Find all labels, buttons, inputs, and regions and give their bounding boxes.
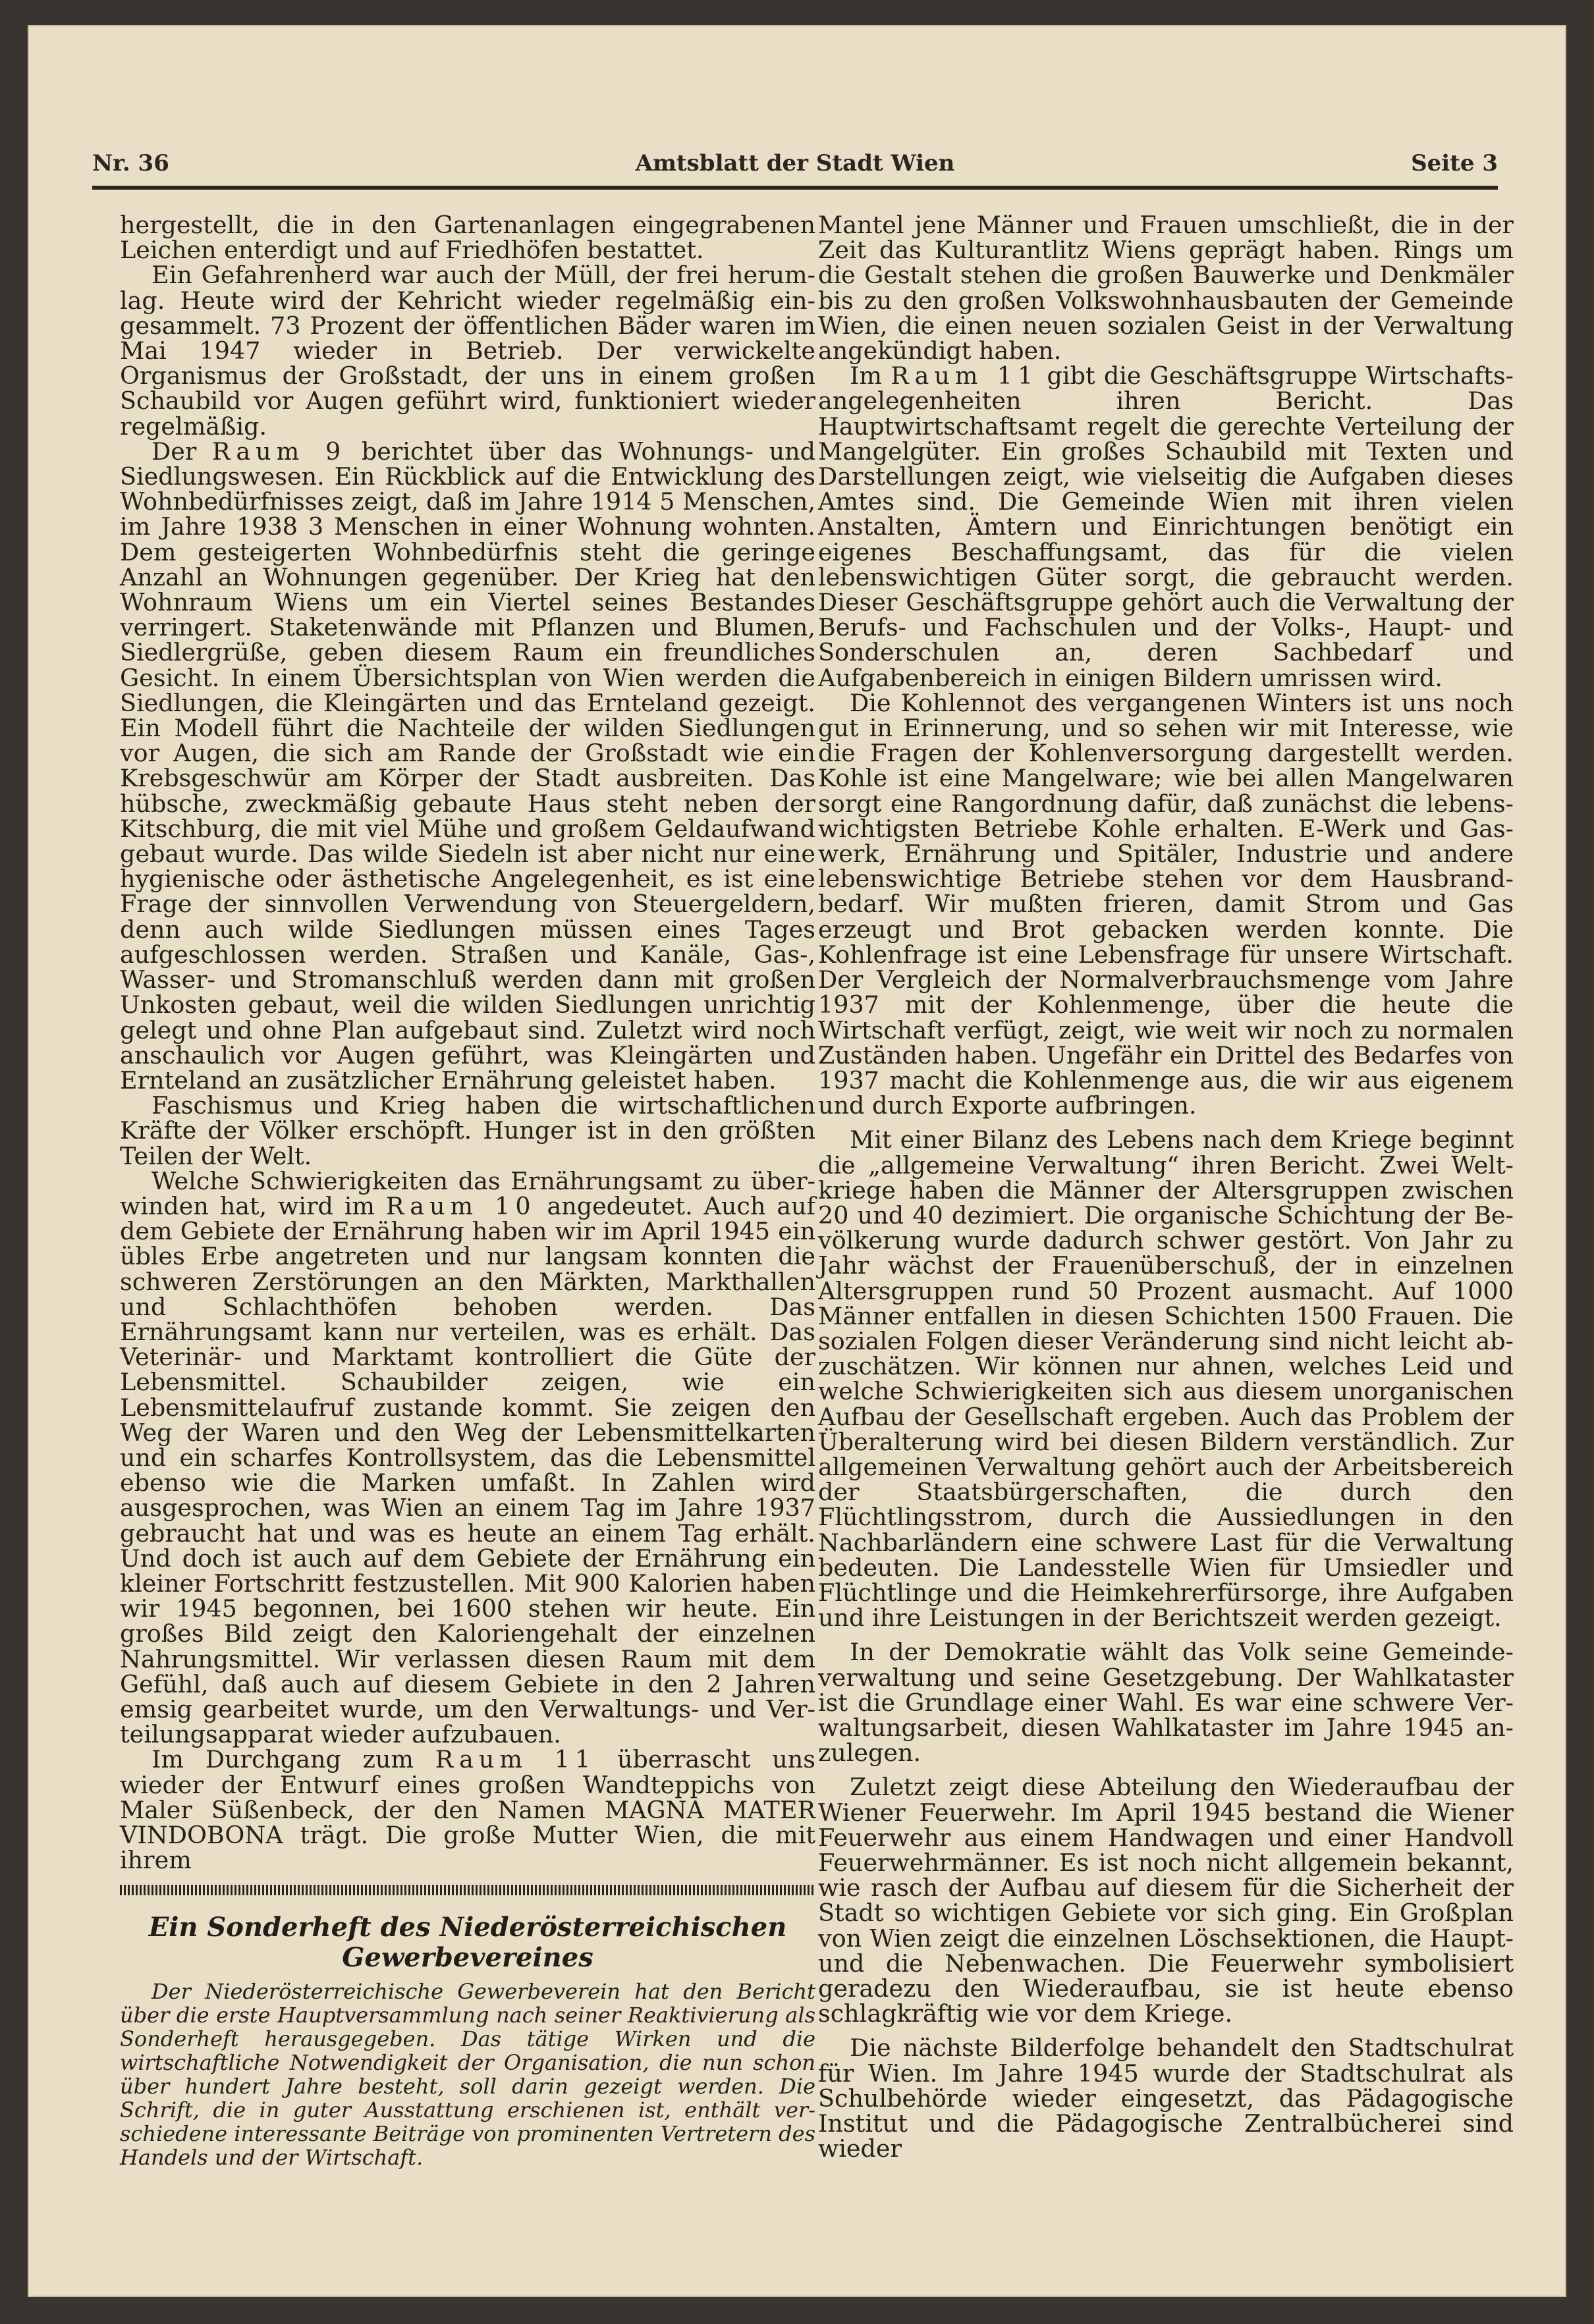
left-column — [120, 213, 815, 2169]
room-label: Raum 10 — [385, 1191, 536, 1220]
paragraph: hergestellt, die in den Gartenanlagen eingegrabenen Leichen enterdigt und auf Friedhöfen bestattet. — [120, 211, 815, 265]
publication-title: Amtsblatt der Stadt Wien — [635, 150, 955, 176]
issue-number: Nr. 36 — [92, 150, 169, 176]
page-number: Seite 3 — [1411, 150, 1498, 176]
room-label: Raum 9 — [211, 437, 346, 466]
paragraph: Im Raum 11 gibt die Geschäftsgruppe Wirtschaftsangelegenheiten ihren Bericht. Das Hauptwirtschaftsamt regelt die gerechte Verteilung der Mangelgüter. Ein großes Schaubild mit Texten und Darstellungen zeigt, wie vielseitig die Aufgaben dieses Amtes sind. Die Gemeinde Wien mit ihren vielen Anstalten, Ämtern und Einrichtungen benötigt ein eigenes Beschaffungsamt, das für die vielen lebenswichtigen Güter sorgt, die gebraucht werden. Dieser Geschäftsgruppe gehört auch die Verwaltung der Berufs- und Fachschulen und der Volks-, Haupt- und Sonderschulen an, deren Sachbedarf und Aufgabenbereich in einigen Bildern umrissen wird. — [818, 362, 1514, 692]
paragraph: Faschismus und Krieg haben die wirtschaftlichen Kräfte der Völker erschöpft. Hunger ist in den größten Teilen der Welt. — [120, 1091, 815, 1170]
paragraph: Die Kohlennot des vergangenen Winters ist uns noch gut in Erinnerung, und so sehen wir mit Interesse, wie die Fragen der Kohlenversorgung dargestellt werden. Kohle ist eine Mangelware; wie bei allen Mangelwaren sorgt eine Rangordnung dafür, daß zunächst die lebenswichtigsten Betriebe Kohle erhalten. E-Werk und Gaswerk, Ernährung und Spitäler, Industrie und andere lebenswichtige Betriebe stehen vor dem Hausbrandbedarf. Wir mußten frieren, damit Strom und Gas erzeugt und Brot gebacken werden konnte. Die Kohlenfrage ist eine Lebensfrage für unsere Wirtschaft. Der Vergleich der Normalverbrauchsmenge vom Jahre 1937 mit der Kohlenmenge, über die heute die Wirtschaft verfügt, zeigt, wie weit wir noch zu normalen Zuständen haben. Ungefähr ein Drittel des Bedarfes von 1937 macht die Kohlenmenge aus, die wir aus eigenem und durch Exporte aufbringen. — [818, 688, 1514, 1120]
page-header — [92, 136, 1498, 182]
paragraph: Mantel jene Männer und Frauen umschließt, die in der Zeit das Kulturantlitz Wiens geprägt haben. Rings um die Gestalt stehen die großen Bauwerke und Denkmäler bis zu den großen Volkswohnhausbauten der Gemeinde Wien, die einen neuen sozialen Geist in der Verwaltung angekündigt haben. — [818, 211, 1514, 365]
paragraph: Ein Gefahrenherd war auch der Müll, der frei herumlag. Heute wird der Kehricht wieder regelmäßig eingesammelt. 73 Prozent der öffentlichen Bäder waren im Mai 1947 wieder in Betrieb. Der verwickelte Organismus der Großstadt, der uns in einem großen Schaubild vor Augen geführt wird, funktioniert wieder regelmäßig. — [120, 261, 815, 441]
room-label: Raum 11 — [435, 1745, 596, 1774]
paragraph: Welche Schwierigkeiten das Ernährungsamt zu überwinden hat, wird im Raum 10 angedeutet. Auch auf dem Gebiete der Ernährung haben wir im April 1945 ein übles Erbe angetreten und nur langsam konnten die schweren Zerstörungen an den Märkten, Markthallen und Schlachthöfen behoben werden. Das Ernährungsamt kann nur verteilen, was es erhält. Das Veterinär- und Marktamt kontrolliert die Güte der Lebensmittel. Schaubilder zeigen, wie ein Lebensmittelaufruf zustande kommt. Sie zeigen den Weg der Waren und den Weg der Lebensmittelkarten und ein scharfes Kontrollsystem, das die Lebensmittel ebenso wie die Marken umfaßt. In Zahlen wird ausgesprochen, was Wien an einem Tag im Jahre 1937 gebraucht hat und was es heute an einem Tag erhält. Und doch ist auch auf dem Gebiete der Ernährung ein kleiner Fortschritt festzustellen. Mit 900 Kalorien haben wir 1945 begonnen, bei 1600 stehen wir heute. Ein großes Bild zeigt den Kaloriengehalt der einzelnen Nahrungsmittel. Wir verlassen diesen Raum mit dem Gefühl, daß auch auf diesem Gebiete in den 2 Jahren emsig gearbeitet wurde, um den Verwaltungs- und Verteilungsapparat wieder aufzubauen. — [120, 1166, 815, 1749]
paragraph: Zuletzt zeigt diese Abteilung den Wiederaufbau der Wiener Feuerwehr. Im April 1945 bestand die Wiener Feuerwehr aus einem Handwagen und einer Handvoll Feuerwehrmänner. Es ist noch nicht allgemein bekannt, wie rasch der Aufbau auf diesem für die Sicherheit der Stadt so wichtigen Gebiete vor sich ging. Ein Großplan von Wien zeigt die einzelnen Löschsektionen, die Haupt- und die Nebenwachen. Die Feuerwehr symbolisiert geradezu den Wiederaufbau, sie ist heute ebenso schlagkräftig wie vor dem Kriege. — [818, 1773, 1514, 2028]
section-divider — [120, 1885, 815, 1895]
right-column — [818, 213, 1514, 2161]
paragraph: Im Durchgang zum Raum 11 überrascht uns wieder der Entwurf eines großen Wandteppichs von Maler Süßenbeck, der den Namen MAGNA MATER VINDOBONA trägt. Die große Mutter Wien, die mit ihrem — [120, 1745, 815, 1875]
newspaper-page — [28, 25, 1566, 2297]
notice-text: Der Niederösterreichische Gewerbeverein hat den Bericht über die erste Hauptversammlung nach seiner Reaktivierung als Sonderheft herausgegeben. Das tätige Wirken und die wirtschaftliche Notwendigkeit der Organisation, die nun schon über hundert Jahre besteht, soll darin gezeigt werden. Die Schrift, die in guter Ausstattung erschienen ist, enthält verschiedene interessante Beiträge von prominenten Vertretern des Handels und der Wirtschaft. — [120, 1979, 815, 2171]
header-rule — [92, 186, 1498, 190]
room-label: Raum 11 — [891, 362, 1039, 391]
paragraph: Der Raum 9 berichtet über das Wohnungs- und Siedlungswesen. Ein Rückblick auf die Entwicklung des Wohnbedürfnisses zeigt, daß im Jahre 1914 5 Menschen, im Jahre 1938 3 Menschen in einer Wohnung wohnten. Dem gesteigerten Wohnbedürfnis steht die geringe Anzahl an Wohnungen gegenüber. Der Krieg hat den Wohnraum Wiens um ein Viertel seines Bestandes verringert. Staketenwände mit Pflanzen und Blumen, Siedlergrüße, geben diesem Raum ein freundliches Gesicht. In einem Übersichtsplan von Wien werden die Siedlungen, die Kleingärten und das Ernteland gezeigt. Ein Modell führt die Nachteile der wilden Siedlungen vor Augen, die sich am Rande der Großstadt wie ein Krebsgeschwür am Körper der Stadt ausbreiten. Das hübsche, zweckmäßig gebaute Haus steht neben der Kitschburg, die mit viel Mühe und großem Geldaufwand gebaut wurde. Das wilde Siedeln ist aber nicht nur eine hygienische oder ästhetische Angelegenheit, es ist eine Frage der sinnvollen Verwendung von Steuergeldern, denn auch wilde Siedlungen müssen eines Tages aufgeschlossen werden. Straßen und Kanäle, Gas-, Wasser- und Stromanschluß werden dann mit großen Unkosten gebaut, weil die wilden Siedlungen unrichtig gelegt und ohne Plan aufgebaut sind. Zuletzt wird noch anschaulich vor Augen geführt, was Kleingärten und Ernteland an zusätzlicher Ernährung geleistet haben. — [120, 437, 815, 1094]
paragraph: Die nächste Bilderfolge behandelt den Stadtschulrat für Wien. Im Jahre 1945 wurde der Stadtschulrat als Schulbehörde wieder eingesetzt, das Pädagogische Institut und die Pädagogische Zentralbücherei sind wieder — [818, 2034, 1514, 2163]
paragraph: In der Demokratie wählt das Volk seine Gemeindeverwaltung und seine Gesetzgebung. Der Wahlkataster ist die Grundlage einer Wahl. Es war eine schwere Verwaltungsarbeit, diesen Wahlkataster im Jahre 1945 anzulegen. — [818, 1638, 1514, 1768]
notice-title: Ein Sonderheft des Niederösterreichischen Gewerbevereines — [148, 1912, 787, 1974]
paragraph: Mit einer Bilanz des Lebens nach dem Kriege beginnt die „allgemeine Verwaltung“ ihren Bericht. Zwei Weltkriege haben die Männer der Altersgruppen zwischen 20 und 40 dezimiert. Die organische Schichtung der Bevölkerung wurde dadurch schwer gestört. Von Jahr zu Jahr wächst der Frauenüberschuß, der in einzelnen Altersgruppen rund 50 Prozent ausmacht. Auf 1000 Männer entfallen in diesen Schichten 1500 Frauen. Die sozialen Folgen dieser Veränderung sind nicht leicht abzuschätzen. Wir können nur ahnen, welches Leid und welche Schwierigkeiten sich aus diesem unorganischen Aufbau der Gesellschaft ergeben. Auch das Problem der Überalterung wird bei diesen Bildern verständlich. Zur allgemeinen Verwaltung gehört auch der Arbeitsbereich der Staatsbürgerschaften, die durch den Flüchtlingsstrom, durch die Aussiedlungen in den Nachbarländern eine schwere Last für die Verwaltung bedeuten. Die Landesstelle Wien für Umsiedler und Flüchtlinge und die Heimkehrerfürsorge, ihre Aufgaben und ihre Leistungen in der Berichtszeit werden gezeigt. — [818, 1125, 1514, 1633]
